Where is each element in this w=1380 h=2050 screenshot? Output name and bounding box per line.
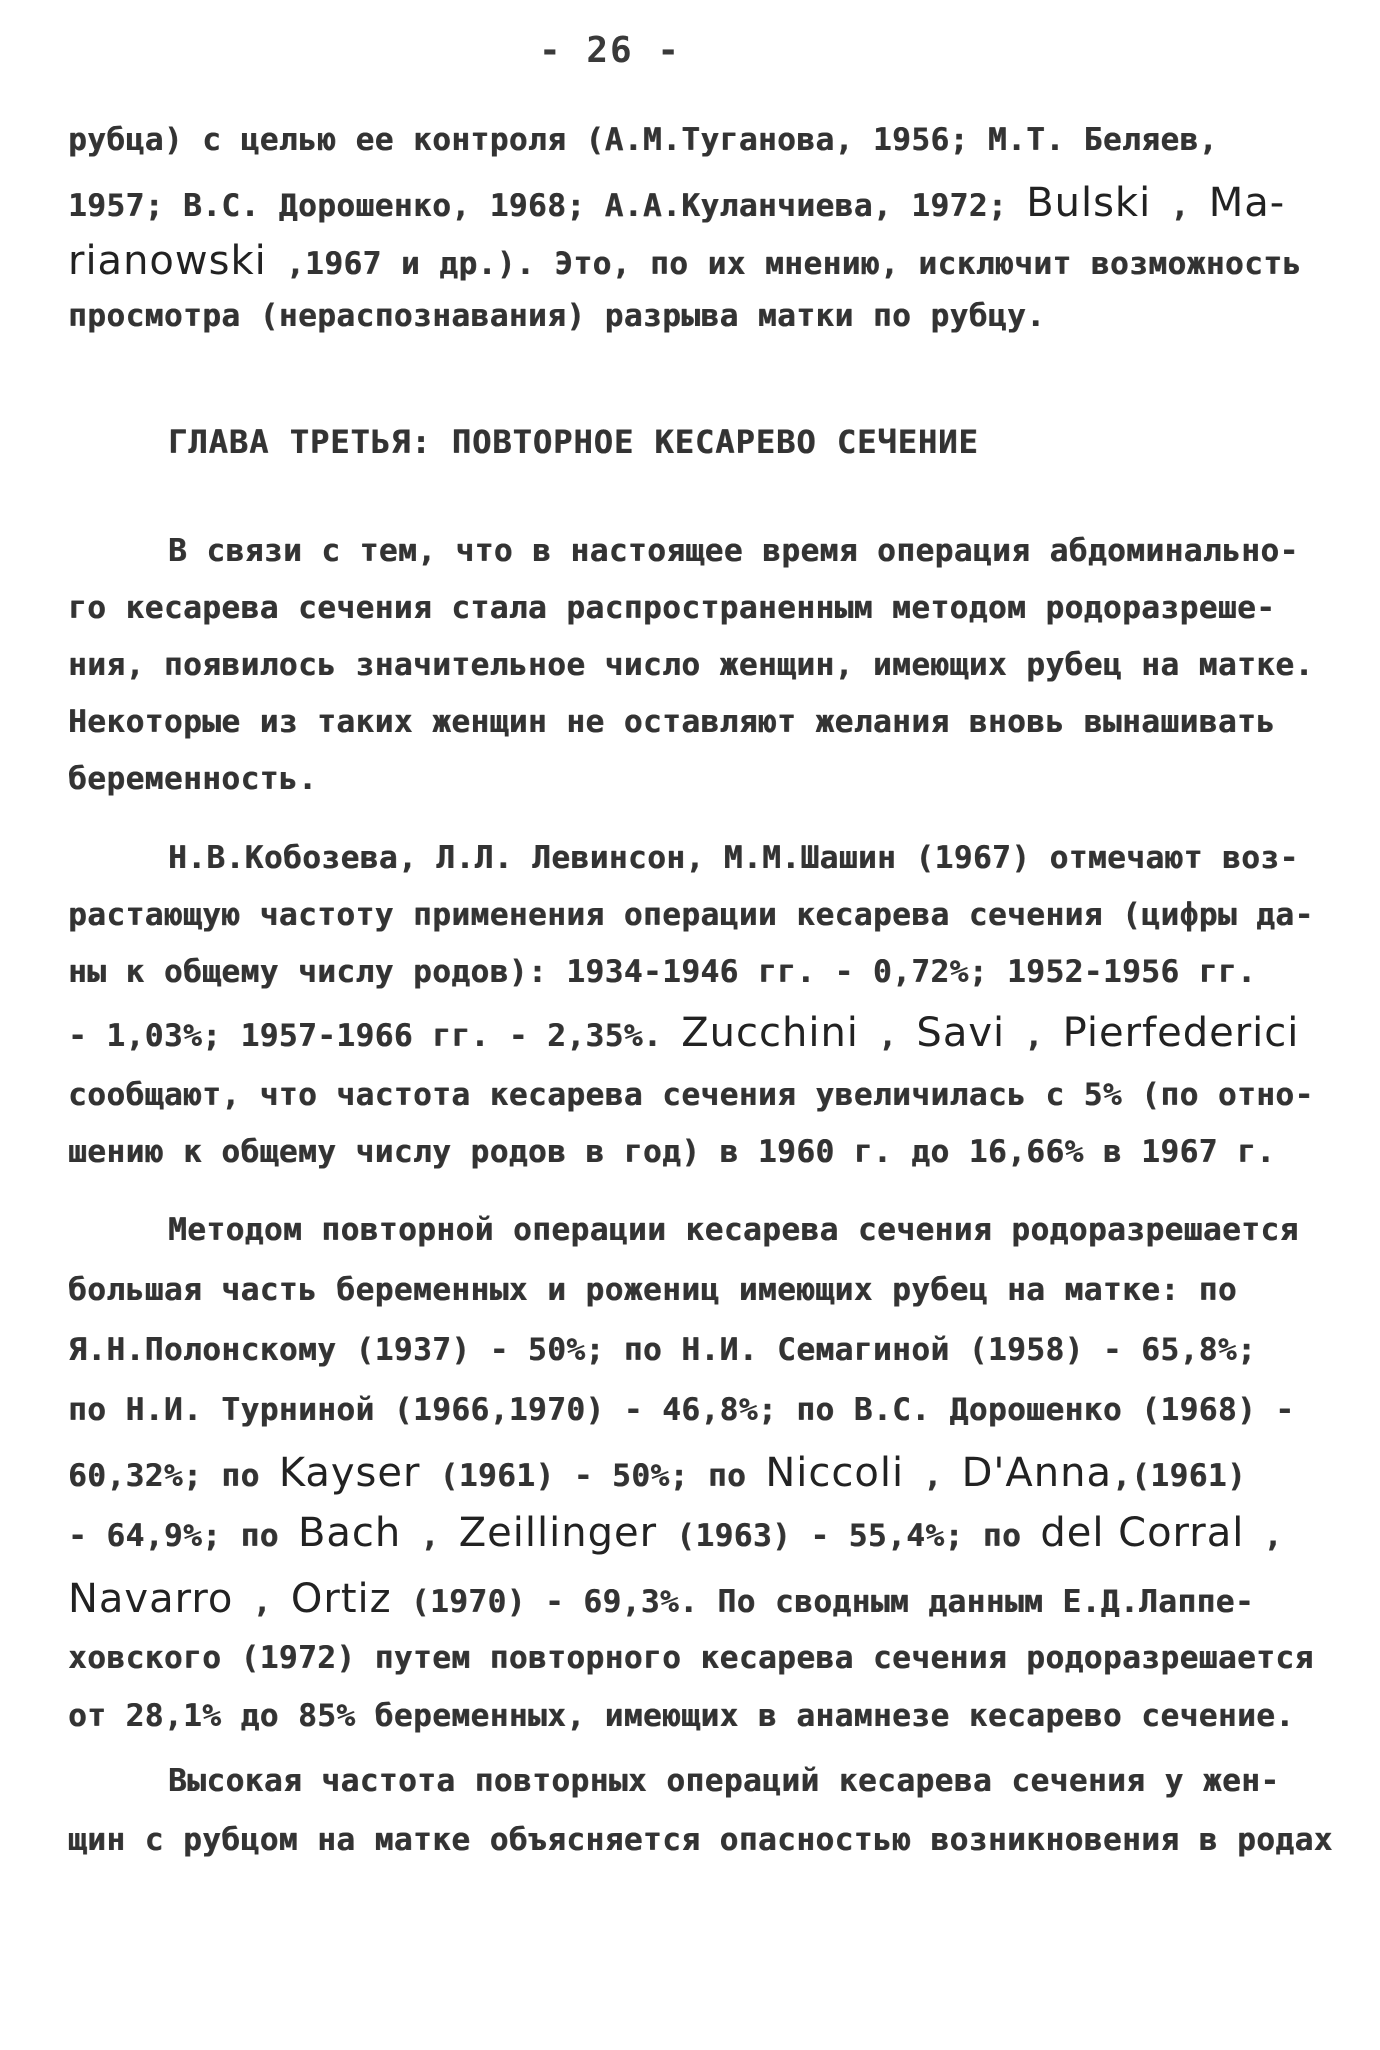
text-line: ны к общему числу родов): 1934-1946 гг. - 0,72%; 1952-1956 гг. — [68, 954, 1257, 990]
text-line: ховского (1972) путем повторного кесарева сечения родоразрешается — [68, 1640, 1314, 1676]
handwritten-name: Ortiz — [290, 1576, 392, 1622]
text-line: беременность. — [68, 761, 318, 797]
handwritten-name: D'Anna — [961, 1450, 1112, 1496]
text-run: , — [904, 1458, 962, 1494]
handwritten-name: Zucchini — [681, 1010, 859, 1056]
text-run: (1961) - 50%; по — [420, 1458, 766, 1494]
text-run: , — [1244, 1518, 1283, 1554]
text-line: В связи с тем, что в настоящее время операция абдоминально- — [168, 533, 1299, 569]
handwritten-name: Kayser — [278, 1450, 421, 1496]
text-run: , — [1151, 188, 1209, 224]
handwritten-name: Savi — [916, 1010, 1006, 1056]
text-line — [68, 238, 1302, 284]
text-line — [68, 122, 1218, 158]
handwritten-name: Bach — [297, 1510, 402, 1556]
text-line: щин с рубцом на матке объясняется опасностью возникновения в родах — [68, 1822, 1333, 1858]
text-line: шению к общему числу родов в год) в 1960 г. до 16,66% в 1967 г. — [68, 1134, 1276, 1170]
text-line — [68, 1450, 1246, 1496]
text-line: Н.В.Кобозева, Л.Л. Левинсон, М.М.Шашин (1967) отмечают воз- — [168, 840, 1299, 876]
text-line: сообщают, что частота кесарева сечения увеличилась с 5% (по отно- — [68, 1077, 1314, 1113]
text-line: большая часть беременных и рожениц имеющих рубец на матке: по — [68, 1272, 1237, 1308]
text-line: ния, появилось значительное число женщин, имеющих рубец на матке. — [68, 647, 1314, 683]
handwritten-name: Bulski — [1026, 180, 1152, 226]
text-line — [68, 298, 1045, 334]
handwritten-name: rianowski — [68, 238, 267, 284]
handwritten-name: Ma- — [1208, 180, 1286, 226]
page-number: - 26 - — [538, 30, 682, 71]
text-run: ,1967 и др.). Это, по их мнению, исключит возможность — [266, 246, 1302, 282]
text-run: , — [1005, 1018, 1063, 1054]
text-line: Я.Н.Полонскому (1937) - 50%; по Н.И. Семагиной (1958) - 65,8%; — [68, 1332, 1257, 1368]
text-line: го кесарева сечения стала распространенным методом родоразреше- — [68, 590, 1276, 626]
handwritten-name: Navarro — [68, 1576, 234, 1622]
handwritten-name: del Corral — [1040, 1510, 1245, 1556]
text-run: , — [233, 1584, 291, 1620]
text-run: , — [401, 1518, 459, 1554]
handwritten-name: Niccoli — [765, 1450, 905, 1496]
text-run: , — [858, 1018, 917, 1054]
text-line — [68, 180, 1285, 226]
text-line — [68, 1510, 1283, 1556]
text-line — [68, 1576, 1254, 1622]
text-line — [68, 1010, 1299, 1056]
text-run: (1963) - 55,4%; по — [657, 1518, 1041, 1554]
text-line: по Н.И. Турниной (1966,1970) - 46,8%; по В.С. Дорошенко (1968) - — [68, 1392, 1295, 1428]
text-run: просмотра (нераспознавания) разрыва матки по рубцу. — [68, 298, 1046, 334]
text-run: 60,32%; по — [68, 1458, 279, 1494]
text-line: Некоторые из таких женщин не оставляют желания вновь вынашивать — [68, 704, 1276, 740]
text-line: от 28,1% до 85% беременных, имеющих в анамнезе кесарево сечение. — [68, 1698, 1295, 1734]
handwritten-name: Zeillinger — [458, 1510, 658, 1556]
text-line: Высокая частота повторных операций кесарева сечения у жен- — [168, 1763, 1280, 1799]
text-run: (1970) - 69,3%. По сводным данным Е.Д.Лаппе- — [391, 1584, 1255, 1620]
text-run: - 64,9%; по — [68, 1518, 298, 1554]
text-run: ,(1961) — [1111, 1458, 1247, 1494]
text-line: растающую частоту применения операции кесарева сечения (цифры да- — [68, 897, 1314, 933]
text-run: рубца) с целью ее контроля (А.М.Туганова, 1956; М.Т. Беляев, — [68, 122, 1218, 158]
text-line: Методом повторной операции кесарева сечения родоразрешается — [168, 1212, 1299, 1248]
text-run: 1957; В.С. Дорошенко, 1968; А.А.Куланчиева, 1972; — [68, 188, 1027, 224]
text-run: - 1,03%; 1957-1966 гг. - 2,35%. — [68, 1018, 663, 1054]
chapter-heading: ГЛАВА ТРЕТЬЯ: ПОВТОРНОЕ КЕСАРЕВО СЕЧЕНИЕ — [168, 423, 979, 461]
handwritten-name: Pierfederici — [1062, 1010, 1300, 1056]
